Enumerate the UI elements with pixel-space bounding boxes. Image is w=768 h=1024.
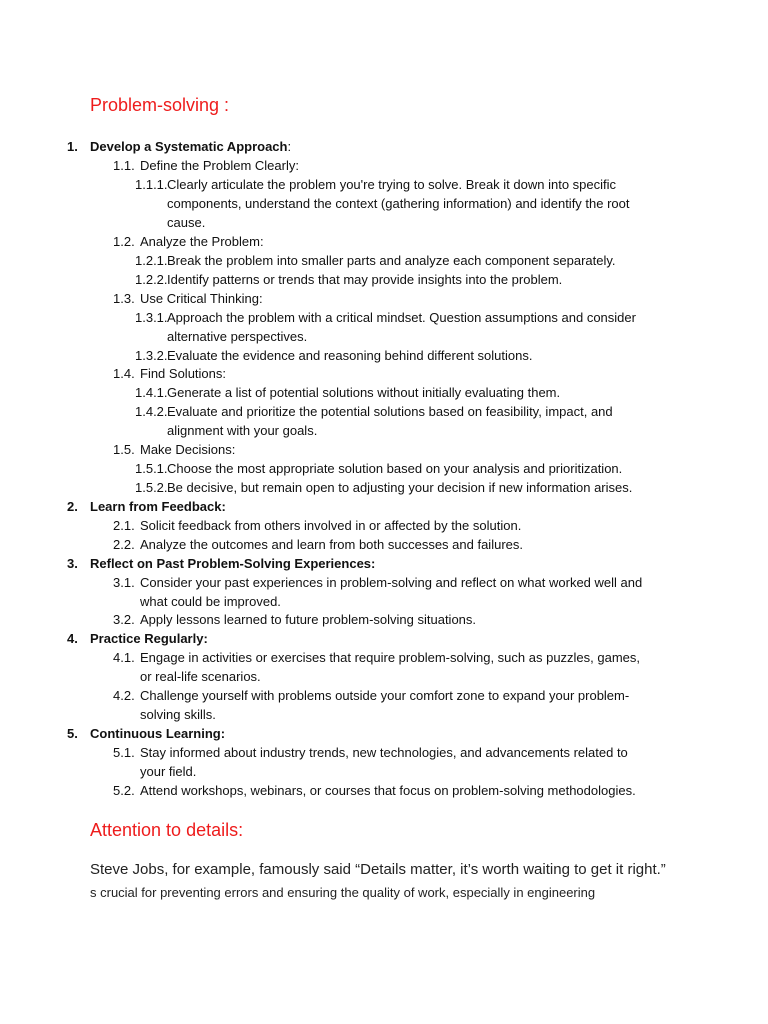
- list-number: 5.: [67, 726, 78, 741]
- list-item-text: Be decisive, but remain open to adjusting your decision if new information arises.: [167, 480, 633, 495]
- list-item-text: Evaluate the evidence and reasoning behind different solutions.: [167, 348, 533, 363]
- list-item-text: or real-life scenarios.: [140, 669, 261, 684]
- list-number: 4.: [67, 631, 78, 646]
- list-number: 1.5.1.: [135, 461, 168, 476]
- list-item-text: Make Decisions:: [140, 442, 236, 457]
- list-number: 1.1.1.: [135, 177, 168, 192]
- list-item-title: Practice Regularly:: [90, 631, 208, 646]
- list-number: 1.1.: [113, 158, 135, 173]
- list-item-text: Define the Problem Clearly:: [140, 158, 299, 173]
- list-item-text: Approach the problem with a critical mindset. Question assumptions and consider: [167, 310, 636, 325]
- list-item-text: your field.: [140, 764, 197, 779]
- list-number: 3.1.: [113, 575, 135, 590]
- list-item-title: Learn from Feedback:: [90, 499, 226, 514]
- list-item-text: Engage in activities or exercises that require problem-solving, such as puzzles, games,: [140, 650, 641, 665]
- list-item-text: Break the problem into smaller parts and analyze each component separately.: [167, 253, 616, 268]
- list-number: 1.: [67, 139, 78, 154]
- list-item-text: Clearly articulate the problem you're trying to solve. Break it down into specific: [167, 177, 617, 192]
- list-number: 1.5.2.: [135, 480, 168, 495]
- list-item-text: Solicit feedback from others involved in or affected by the solution.: [140, 518, 522, 533]
- section-heading-attention-to-details: Attention to details:: [90, 820, 244, 840]
- list-number: 1.3.: [113, 291, 135, 306]
- list-number: 1.4.1.: [135, 385, 168, 400]
- list-number: 4.1.: [113, 650, 135, 665]
- list-number: 3.: [67, 556, 78, 571]
- list-item-title: [90, 137, 291, 156]
- list-item-text: Analyze the Problem:: [140, 234, 264, 249]
- list-number: 1.5.: [113, 442, 135, 457]
- list-number: 1.2.2.: [135, 272, 168, 287]
- body-paragraph-fragment: s crucial for preventing errors and ensuring the quality of work, especially in engineering: [90, 885, 596, 900]
- list-number: 1.3.2.: [135, 348, 168, 363]
- list-item-text: Analyze the outcomes and learn from both successes and failures.: [140, 537, 523, 552]
- list-item-title: Reflect on Past Problem-Solving Experiences:: [90, 556, 376, 571]
- list-number: 1.3.1.: [135, 310, 168, 325]
- list-item-title-text: Develop a Systematic Approach: [90, 139, 288, 154]
- list-number: 5.2.: [113, 783, 135, 798]
- list-item-text: components, understand the context (gathering information) and identify the root: [167, 196, 630, 211]
- list-number: 2.: [67, 499, 78, 514]
- list-item-text: Evaluate and prioritize the potential solutions based on feasibility, impact, and: [167, 404, 613, 419]
- list-item-text: Use Critical Thinking:: [140, 291, 263, 306]
- list-item-text: Attend workshops, webinars, or courses that focus on problem-solving methodologies.: [140, 783, 636, 798]
- list-item-text: Stay informed about industry trends, new technologies, and advancements related to: [140, 745, 628, 760]
- section-heading-problem-solving: Problem-solving :: [90, 95, 230, 115]
- list-item-text: Choose the most appropriate solution based on your analysis and prioritization.: [167, 461, 623, 476]
- list-item-text: solving skills.: [140, 707, 216, 722]
- list-item-text: Apply lessons learned to future problem-solving situations.: [140, 612, 477, 627]
- list-item-text: alignment with your goals.: [167, 423, 318, 438]
- list-number: 1.2.1.: [135, 253, 168, 268]
- list-number: 2.1.: [113, 518, 135, 533]
- list-number: 1.4.: [113, 366, 135, 381]
- list-number: 3.2.: [113, 612, 135, 627]
- list-number: 4.2.: [113, 688, 135, 703]
- list-item-text: Identify patterns or trends that may provide insights into the problem.: [167, 272, 563, 287]
- list-number: 1.2.: [113, 234, 135, 249]
- list-item-text: Challenge yourself with problems outside your comfort zone to expand your problem-: [140, 688, 630, 703]
- list-number: 5.1.: [113, 745, 135, 760]
- list-item-text: Generate a list of potential solutions without initially evaluating them.: [167, 385, 561, 400]
- list-item-text: what could be improved.: [140, 594, 281, 609]
- quote-paragraph: Steve Jobs, for example, famously said “Details matter, it’s worth waiting to get it right.”: [90, 861, 666, 878]
- list-item-text: cause.: [167, 215, 206, 230]
- list-number: 2.2.: [113, 537, 135, 552]
- list-number: 1.4.2.: [135, 404, 168, 419]
- list-item-text: alternative perspectives.: [167, 329, 308, 344]
- list-item-text: Find Solutions:: [140, 366, 226, 381]
- list-item-title-suffix: :: [287, 139, 292, 154]
- list-item-text: Consider your past experiences in problem-solving and reflect on what worked well and: [140, 575, 643, 590]
- list-item-title: Continuous Learning:: [90, 726, 226, 741]
